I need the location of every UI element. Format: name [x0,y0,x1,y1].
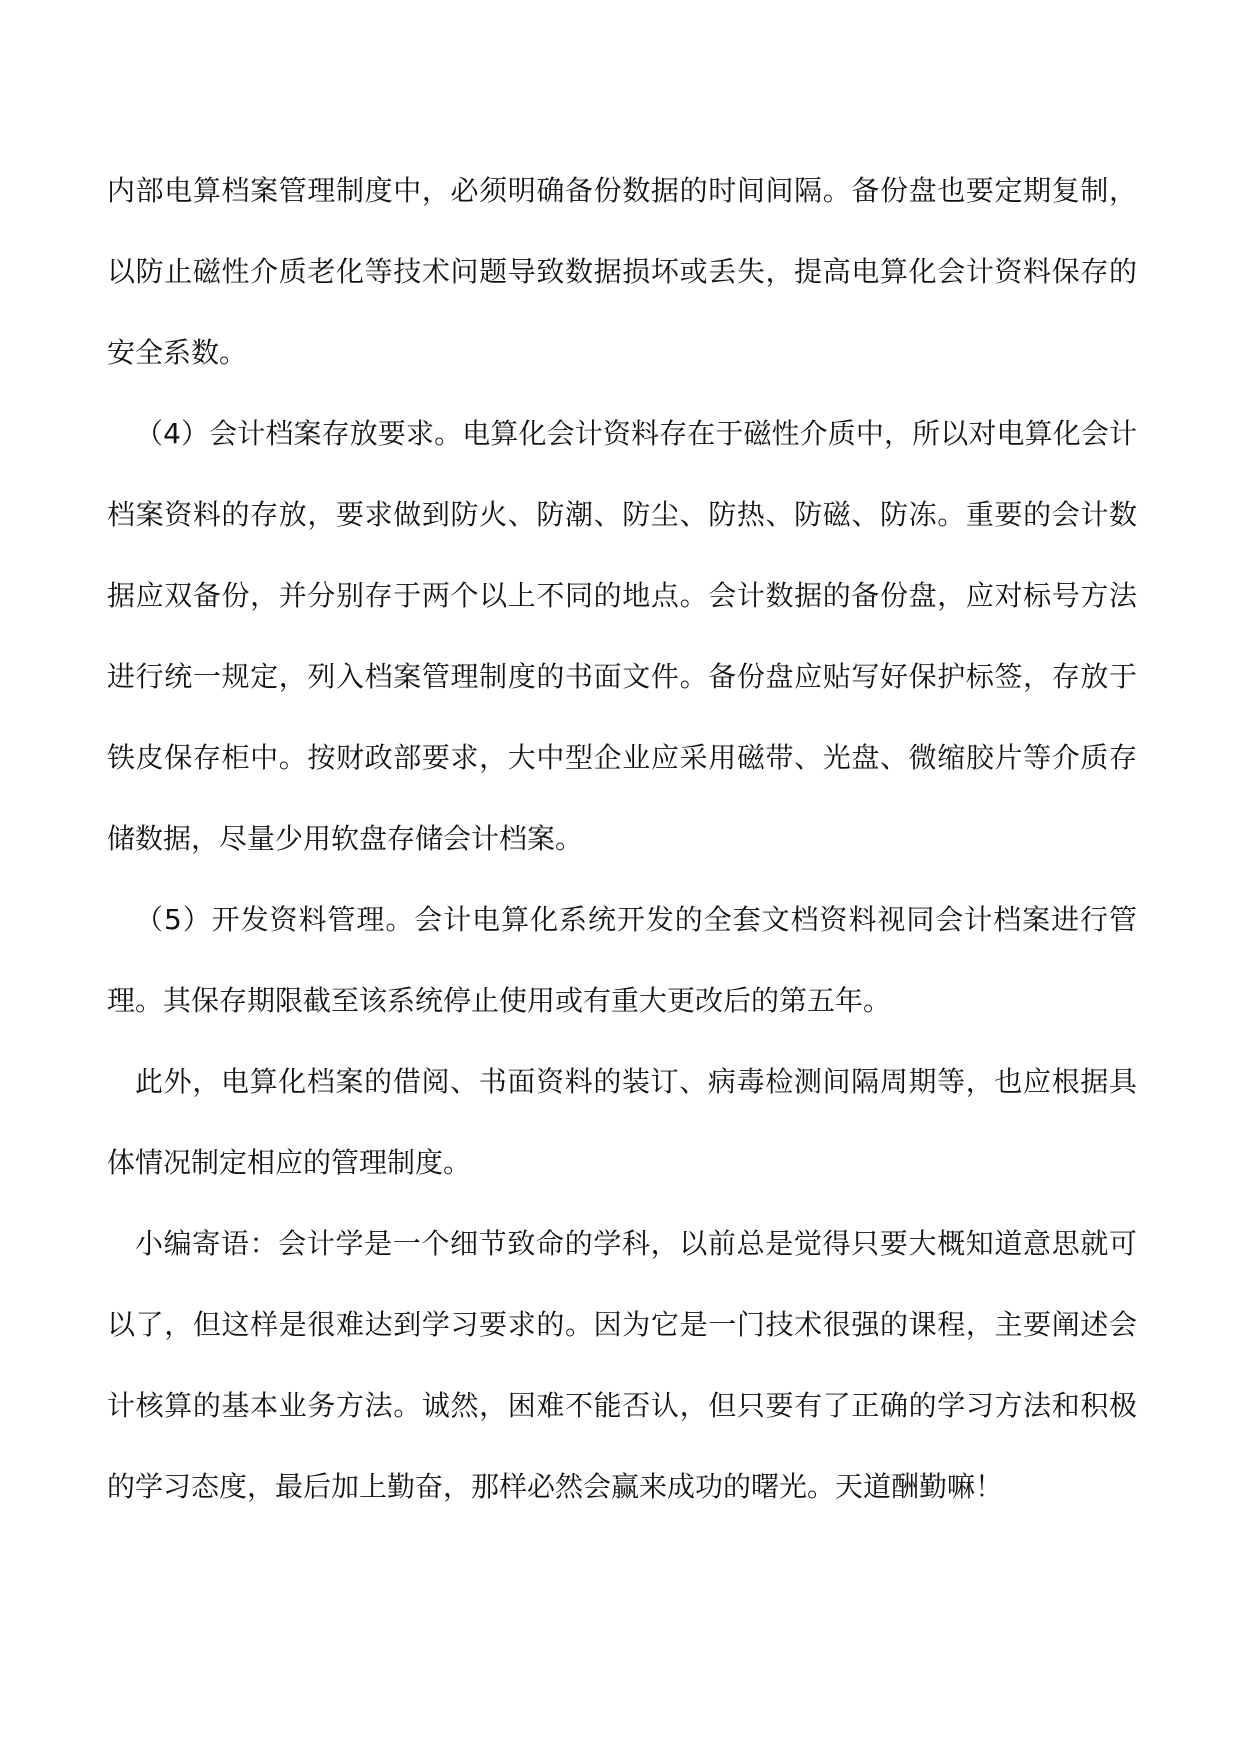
paragraph-archive-backup: 内部电算档案管理制度中，必须明确备份数据的时间间隔。备份盘也要定期复制，以防止磁性介质老化等技术问题导致数据损坏或丢失，提高电算化会计资料保存的安全系数。 [107,174,1137,369]
document-body [107,150,1137,1527]
paragraph-editor-note: 小编寄语：会计学是一个细节致命的学科，以前总是觉得只要大概知道意思就可以了，但这样是很难达到学习要求的。因为它是一门技术很强的课程，主要阐述会计核算的基本业务方法。诚然，困难不能否认，但只要有了正确的学习方法和积极的学习态度，最后加上勤奋，那样必然会赢来成功的曙光。天道酬勤嘛！ [107,1227,1137,1503]
paragraph-additional-rules: 此外，电算化档案的借阅、书面资料的装订、病毒检测间隔周期等，也应根据具体情况制定相应的管理制度。 [107,1065,1137,1179]
paragraph-storage-requirements: （4）会计档案存放要求。电算化会计资料存在于磁性介质中，所以对电算化会计档案资料的存放，要求做到防火、防潮、防尘、防热、防磁、防冻。重要的会计数据应双备份，并分别存于两个以上不同的地点。会计数据的备份盘，应对标号方法进行统一规定，列入档案管理制度的书面文件。备份盘应贴写好保护标签，存放于铁皮保存柜中。按财政部要求，大中型企业应采用磁带、光盘、微缩胶片等介质存储数据，尽量少用软盘存储会计档案。 [107,417,1137,855]
paragraph-development-materials: （5）开发资料管理。会计电算化系统开发的全套文档资料视同会计档案进行管理。其保存期限截至该系统停止使用或有重大更改后的第五年。 [107,903,1137,1017]
